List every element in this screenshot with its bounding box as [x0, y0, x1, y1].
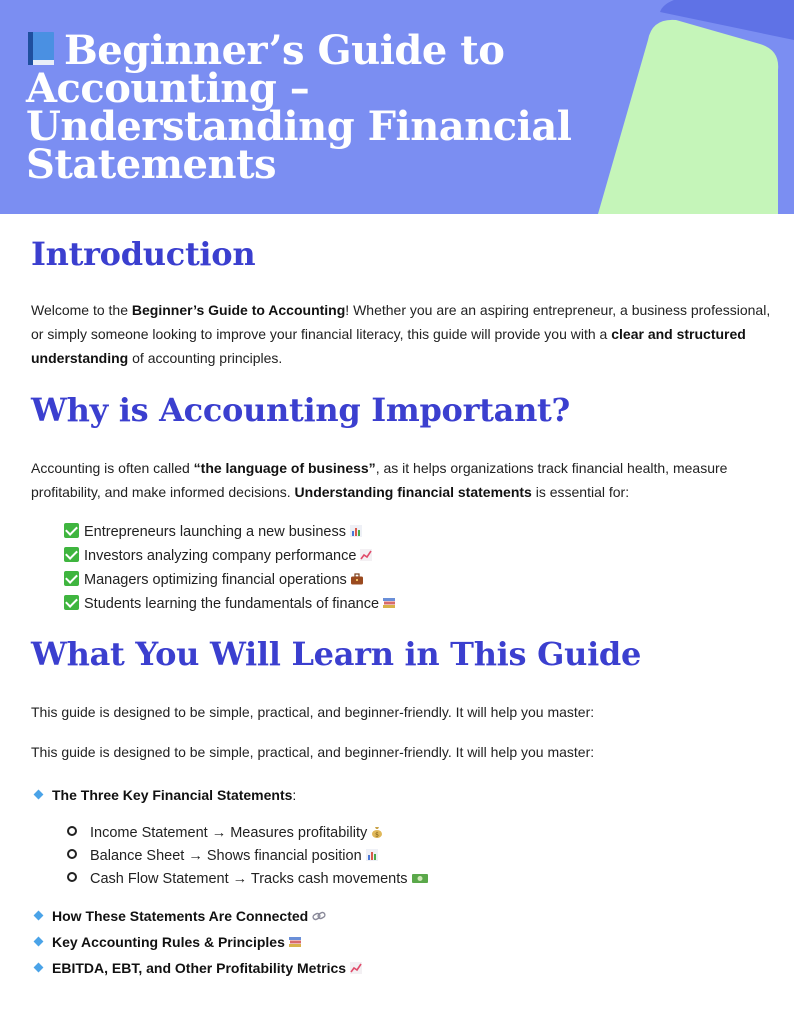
diamond-bullet-icon	[34, 911, 44, 921]
text-span: is essential for:	[531, 484, 630, 500]
sub-item	[67, 845, 771, 868]
topic-text: Key Accounting Rules & Principles	[52, 934, 285, 950]
statements-sublist	[31, 822, 771, 891]
circle-bullet-icon	[67, 849, 77, 859]
books-icon	[383, 597, 395, 609]
sub-item-text: Balance Sheet → Shows financial position	[90, 848, 362, 864]
check-icon	[64, 595, 79, 610]
text-span: ! Whether you are an aspiring entrepreneur, a business professional, or simply someone looking to improve your financial literacy, this guide will provide you with a	[31, 302, 771, 342]
sub-item-text: Income Statement → Measures profitability	[90, 825, 368, 841]
topic-item	[31, 955, 771, 981]
page-title-text: Beginner’s Guide to Accounting – Understanding Financial Statements	[26, 27, 572, 188]
text-span: Welcome to the	[31, 302, 132, 318]
topic-item	[31, 929, 771, 955]
topic-item	[31, 903, 771, 929]
cash-icon	[412, 872, 428, 884]
bar-chart-icon	[366, 849, 378, 861]
link-icon	[312, 910, 326, 922]
bold-span: clear and structured understanding	[31, 326, 746, 366]
bar-chart-icon	[350, 525, 362, 537]
topics-list	[31, 782, 771, 808]
check-icon	[64, 571, 79, 586]
why-paragraph	[31, 456, 771, 504]
diamond-bullet-icon	[34, 937, 44, 947]
topic-item	[31, 782, 771, 808]
page-title	[26, 27, 646, 188]
money-bag-icon	[371, 826, 383, 838]
circle-bullet-icon	[67, 826, 77, 836]
text-span: of accounting principles.	[128, 350, 283, 366]
learn-heading: What You Will Learn in This Guide	[31, 635, 642, 673]
check-icon	[64, 523, 79, 538]
diamond-bullet-icon	[34, 790, 44, 800]
sub-item	[67, 822, 771, 845]
list-item	[64, 592, 771, 616]
list-item-text: Managers optimizing financial operations	[84, 572, 347, 588]
bold-span: Beginner’s Guide to Accounting	[131, 302, 346, 318]
trend-up-icon	[360, 549, 372, 561]
books-icon	[289, 936, 301, 948]
topic-text: How These Statements Are Connected	[52, 908, 309, 924]
check-icon	[64, 547, 79, 562]
svg-text:$: $	[375, 831, 380, 838]
topics-list-more	[31, 903, 771, 981]
topic-text: EBITDA, EBT, and Other Profitability Metrics	[52, 960, 347, 976]
main-content	[31, 214, 771, 981]
list-item-text: Investors analyzing company performance	[84, 548, 357, 564]
audience-list	[31, 520, 771, 616]
circle-bullet-icon	[67, 872, 77, 882]
list-item	[64, 520, 771, 544]
text-span: Accounting is often called	[31, 460, 194, 476]
trend-up-icon	[350, 962, 362, 974]
list-item-text: Students learning the fundamentals of finance	[84, 596, 380, 612]
why-heading: Why is Accounting Important?	[31, 391, 570, 429]
topic-colon: :	[292, 787, 297, 803]
sub-item-text: Cash Flow Statement → Tracks cash movements	[90, 871, 408, 887]
learn-paragraph-2: This guide is designed to be simple, practical, and beginner-friendly. It will help you master:	[31, 744, 595, 760]
learn-paragraph-1: This guide is designed to be simple, practical, and beginner-friendly. It will help you master:	[31, 704, 595, 720]
header-banner	[0, 0, 794, 214]
intro-paragraph	[31, 298, 771, 370]
sub-item	[67, 868, 771, 891]
list-item-text: Entrepreneurs launching a new business	[84, 524, 346, 540]
text-span: , as it helps organizations track financial health, measure profitability, and make informed decisions.	[31, 460, 728, 500]
topic-text: The Three Key Financial Statements	[52, 787, 293, 803]
intro-heading: Introduction	[31, 235, 256, 273]
list-item	[64, 544, 771, 568]
book-icon	[26, 30, 58, 68]
bold-span: Understanding financial statements	[294, 484, 532, 500]
bold-span: “the language of business”	[193, 460, 376, 476]
briefcase-icon	[351, 573, 363, 585]
list-item	[64, 568, 771, 592]
diamond-bullet-icon	[34, 963, 44, 973]
